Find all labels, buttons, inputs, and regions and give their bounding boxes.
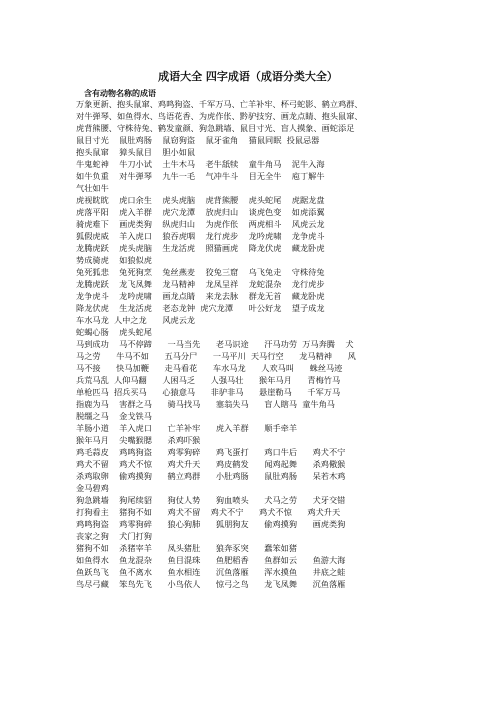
text-line: 单枪匹马 招兵买马 心猿意马 非驴非马 悬崖勒马 千军万马 <box>76 387 341 397</box>
section-heading: 含有动物名称的成语 <box>84 88 156 98</box>
text-line: 指鹿为马 害群之马 骑马找马 塞翁失马 盲人瞎马 童牛角马 <box>76 399 335 409</box>
text-line: 鸡毛蒜皮 鸡鸣狗盗 鸡零狗碎 鸡飞蛋打 鸡口牛后 鸡犬不宁 <box>76 447 346 457</box>
document-title: 成语大全 四字成语（成语分类大全） <box>158 70 338 83</box>
text-line: 杀鸡取卵 偷鸡摸狗 鹤立鸡群 小肚鸡肠 鼠肚鸡肠 呆若木鸡 <box>76 471 346 481</box>
text-line: 气壮如牛 <box>76 183 109 193</box>
text-line: 鸡犬不留 鸡犬不惊 鸡犬升天 鸡皮鹤发 闻鸡起舞 杀鸡儆猴 <box>76 459 346 469</box>
text-line: 抱头鼠窜 獐头鼠目 胆小如鼠 <box>76 147 196 157</box>
text-line: 丧家之狗 犬门打狗 <box>76 531 152 541</box>
text-line: 势成骑虎 如狼似虎 <box>76 255 152 265</box>
text-line: 如鱼得水 鱼龙混杂 鱼目混珠 鱼肥稻香 鱼群如云 鱼游大海 <box>76 555 346 565</box>
text-line: 对牛弹琴、如鱼得水、鸟语花香、为虎作伥、黔驴技穷、画龙点睛、抱头鼠窜、 <box>76 111 363 121</box>
text-line: 猴年马月 尖嘴猴腮 杀鸡吓猴 <box>76 435 201 445</box>
text-line: 狐假虎威 羊入虎口 狼吞虎咽 龙行虎步 龙吟虎啸 龙争虎斗 <box>76 231 325 241</box>
text-line: 羊肠小道 羊入虎口 亡羊补牢 虎入羊群 顺手牵羊 <box>76 423 298 433</box>
text-line: 鸟尽弓藏 笨鸟先飞 小鸟依人 惊弓之鸟 龙飞凤舞 沉鱼落雁 <box>76 579 346 589</box>
text-line: 蛇蝎心肠 虎头蛇尾 <box>76 327 152 337</box>
text-line: 猪狗不如 杀猪宰羊 凤头猪肚 狼奔豕突 蠢笨如猪 <box>76 543 298 553</box>
text-line: 虎落平阳 虎入羊群 虎穴龙潭 放虎归山 谈虎色变 如虎添翼 <box>76 207 325 217</box>
text-line: 车水马龙 人中之龙 风虎云龙 <box>76 315 196 325</box>
text-line: 打狗看主 猪狗不如 鸡犬不留 鸡犬不宁 鸡犬不惊 鸡犬升天 <box>76 507 341 517</box>
text-line: 虎视眈眈 虎口余生 虎头虎脑 虎背熊腰 虎头蛇尾 虎踞龙盘 <box>76 195 325 205</box>
text-line: 万象更新、抱头鼠窜、鸡鸣狗盗、千军万马、亡羊补牢、杯弓蛇影、鹤立鸡群、 <box>76 99 363 109</box>
text-line: 兔死狐悲 兔死狗烹 兔丝燕麦 狡兔三窟 乌飞兔走 守株待兔 <box>76 267 325 277</box>
text-line: 降龙伏虎 生龙活虎 老态龙钟 虎穴龙潭 叶公好龙 望子成龙 <box>76 303 325 313</box>
text-line: 马到成功 马不停蹄 一马当先 老马识途 汗马功劳 万马奔腾 犬 <box>76 339 354 349</box>
text-line: 龙腾虎跃 虎头虎脑 生龙活虎 照猫画虎 降龙伏虎 藏龙卧虎 <box>76 243 325 253</box>
text-line: 龙争虎斗 龙吟虎啸 画龙点睛 来龙去脉 群龙无首 藏龙卧虎 <box>76 291 325 301</box>
text-line: 脱缰之马 金戈铁马 <box>76 411 152 421</box>
text-line: 虎背熊腰、守株待兔、鹤发童颜、狗急跳墙、鼠目寸光、盲人摸象、画蛇添足 <box>76 123 355 133</box>
text-line: 马之劳 牛马不如 五马分尸 一马平川 天马行空 龙马精神 风 <box>76 351 356 361</box>
text-line: 鱼跃鸟飞 鱼不离水 鱼水相连 沉鱼落雁 浑水摸鱼 井底之蛙 <box>76 567 346 577</box>
text-line: 牛鬼蛇神 牛刀小试 土牛木马 老牛舐犊 童牛角马 泥牛入海 <box>76 159 325 169</box>
text-line: 金马碧鸡 <box>76 483 109 493</box>
text-line: 鸡鸣狗盗 鸡零狗碎 狼心狗肺 狐朋狗友 偷鸡摸狗 画虎类狗 <box>76 519 346 529</box>
text-line: 鼠目寸光 鼠肚鸡肠 鼠窃狗盗 鼠牙雀角 猫鼠同眠 投鼠忌器 <box>76 135 320 145</box>
text-line: 兵荒马乱 人仰马翻 人困马乏 人强马壮 猴年马月 青梅竹马 <box>76 375 341 385</box>
text-line: 狗急跳墙 狗尾续貂 狗仗人势 狗血喷头 犬马之劳 犬牙交错 <box>76 495 346 505</box>
text-line: 骑虎难下 画虎类狗 纵虎归山 为虎作伥 两虎相斗 风虎云龙 <box>76 219 325 229</box>
text-line: 马不接 快马加鞭 走马看花 车水马龙 人欢马叫 蛛丝马迹 <box>76 363 343 373</box>
text-line: 龙腾虎跃 龙飞凤舞 龙马精神 龙凤呈祥 龙蛇混杂 龙行虎步 <box>76 279 325 289</box>
text-line: 如牛负重 对牛弹琴 九牛一毛 气冲牛斗 目无全牛 庖丁解牛 <box>76 171 325 181</box>
